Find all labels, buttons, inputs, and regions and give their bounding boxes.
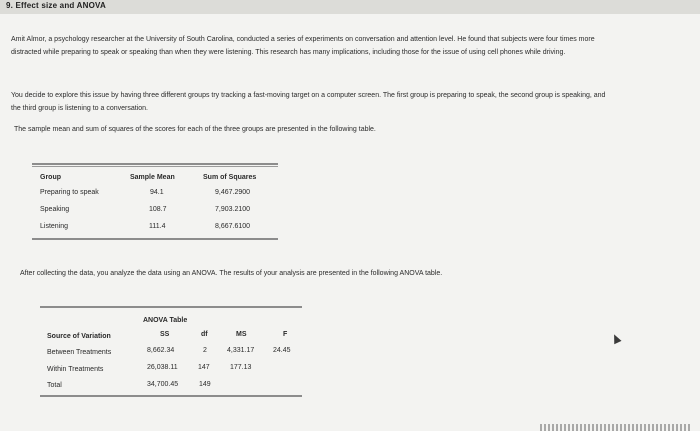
table-row-group: Speaking bbox=[40, 206, 70, 213]
anova-table-top-rule bbox=[40, 306, 302, 308]
anova-intro-paragraph: After collecting the data, you analyze the data using an ANOVA. The results of your analysis are presented in the following ANOVA table. bbox=[20, 270, 443, 277]
anova-table-bottom-rule bbox=[40, 395, 302, 397]
setup-paragraph: You decide to explore this issue by having three different groups try tracking a fast-moving target on a computer screen. The first group is preparing to speak, the second group is speaking, and the third group is listening to a conversation. bbox=[11, 92, 606, 112]
table-row-source: Between Treatments bbox=[47, 349, 112, 356]
ms-header: MS bbox=[236, 331, 247, 338]
ss-header: Sum of Squares bbox=[203, 174, 257, 181]
group-header: Group bbox=[40, 174, 61, 181]
table-row-ss: 8,662.34 bbox=[147, 347, 175, 354]
anova-table-title: ANOVA Table bbox=[143, 317, 188, 324]
table-row-ss: 7,903.2100 bbox=[215, 206, 251, 213]
table-row-ss: 26,038.11 bbox=[147, 364, 178, 371]
df-header: df bbox=[201, 331, 208, 338]
table-row-df: 2 bbox=[203, 347, 207, 354]
bottom-edge-decoration bbox=[540, 424, 690, 431]
group-table-top-rule-inner bbox=[32, 166, 278, 167]
group-table-bottom-rule bbox=[32, 238, 278, 240]
table-row-ms: 177.13 bbox=[230, 364, 252, 371]
table-row-ss: 34,700.45 bbox=[147, 381, 179, 388]
table-row-mean: 108.7 bbox=[149, 206, 167, 213]
table-row-mean: 111.4 bbox=[149, 223, 166, 230]
table-row-source: Total bbox=[47, 382, 62, 389]
table-row-group: Listening bbox=[40, 223, 69, 230]
table-intro-paragraph: The sample mean and sum of squares of the scores for each of the three groups are presented in the following table. bbox=[14, 126, 376, 133]
ss-header: SS bbox=[160, 331, 170, 338]
group-table-top-rule bbox=[32, 163, 278, 165]
table-row-ss: 8,667.6100 bbox=[215, 223, 251, 230]
f-header: F bbox=[283, 331, 288, 338]
intro-paragraph: Amit Almor, a psychology researcher at the University of South Carolina, conducted a series of experiments on conversation and attention level. He found that subjects were four times more distracted while preparing to speak or speaking than when they were listening. This research has many implications, including those for the issue of using cell phones while driving. bbox=[11, 36, 595, 56]
table-row-mean: 94.1 bbox=[150, 189, 164, 196]
table-row-df: 149 bbox=[199, 381, 211, 388]
table-row-ss: 9,467.2900 bbox=[215, 189, 251, 196]
question-title: 9. Effect size and ANOVA bbox=[6, 1, 106, 10]
table-row-group: Preparing to speak bbox=[40, 189, 99, 196]
table-row-ms: 4,331.17 bbox=[227, 347, 255, 354]
table-row-f: 24.45 bbox=[273, 347, 291, 354]
source-header: Source of Variation bbox=[47, 333, 111, 340]
table-row-source: Within Treatments bbox=[47, 366, 104, 373]
table-row-df: 147 bbox=[198, 364, 210, 371]
mouse-cursor-icon bbox=[610, 333, 621, 345]
mean-header: Sample Mean bbox=[130, 174, 175, 181]
